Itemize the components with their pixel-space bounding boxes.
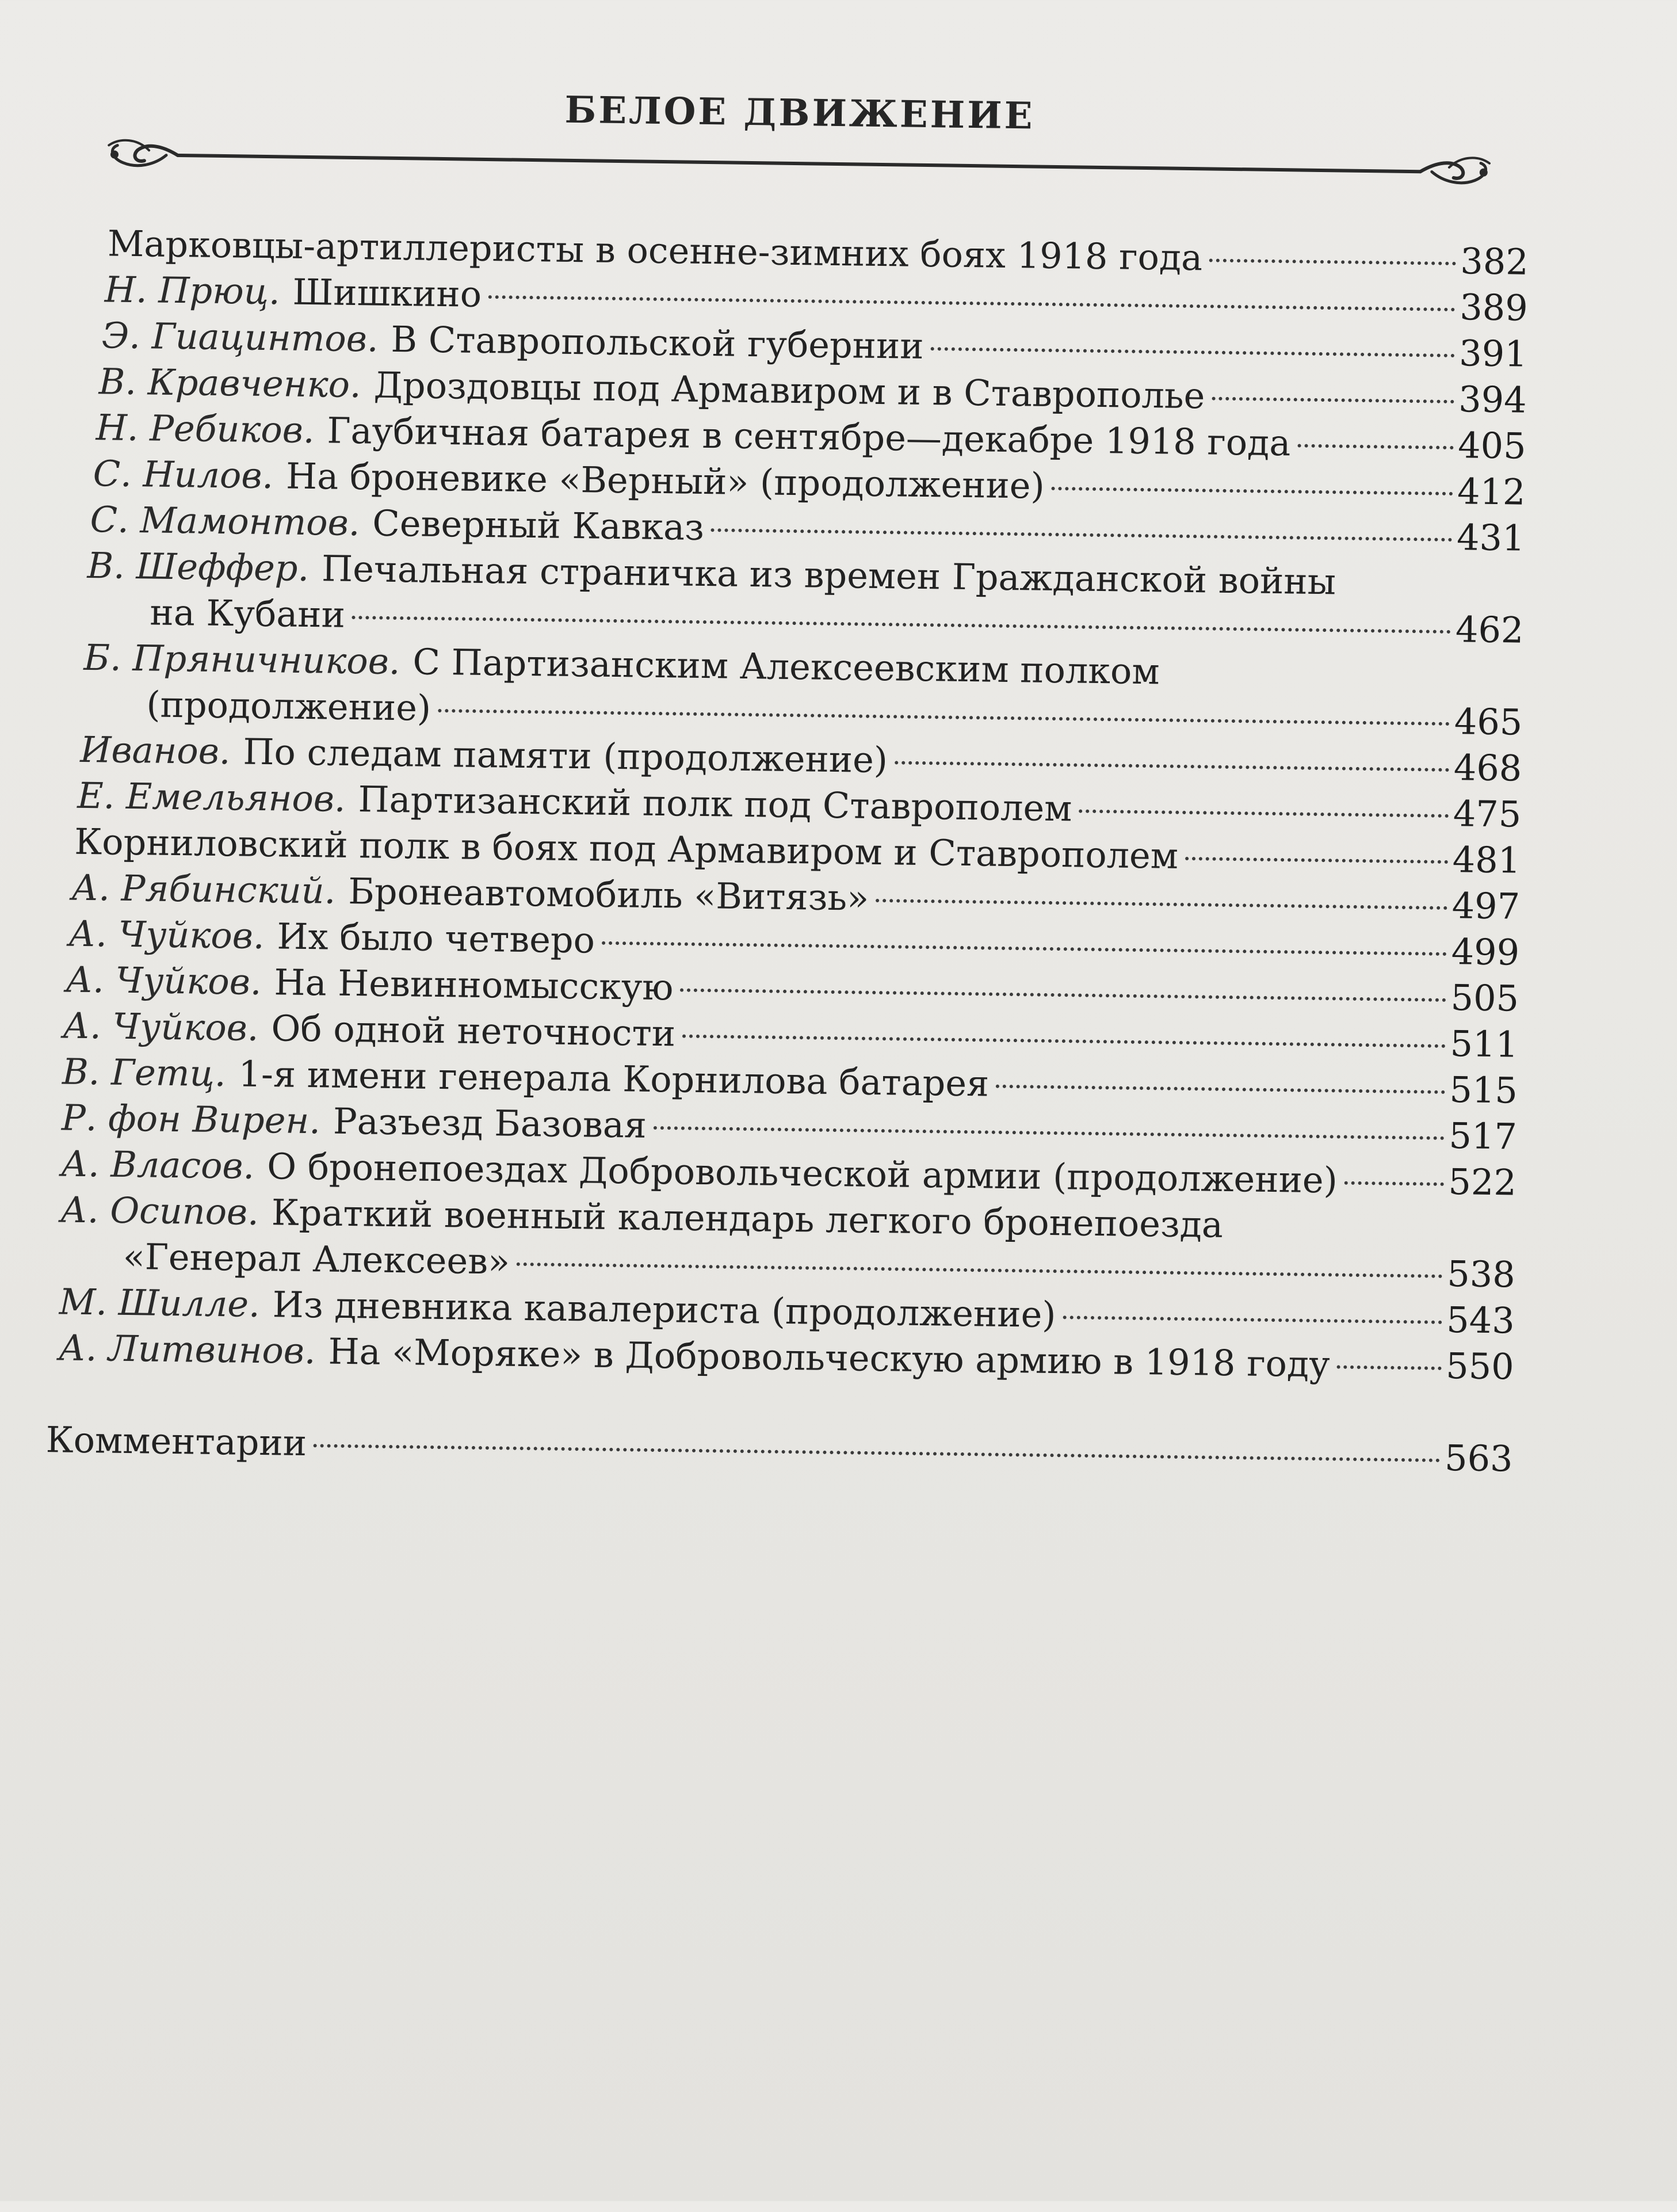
dot-leader [654, 1126, 1445, 1140]
toc-entry-page-number: 550 [1445, 1345, 1515, 1388]
toc-entry-author: С. Нилов. [93, 452, 274, 497]
toc-entry-title: На Невинномысскую [274, 961, 674, 1009]
dot-leader [438, 709, 1450, 726]
toc-entry-author: А. Чуйков. [62, 1004, 259, 1049]
toc-entry-page-number: 505 [1450, 977, 1519, 1020]
dot-leader [931, 347, 1455, 357]
toc-entry-line [45, 1417, 1513, 1482]
toc-entry-page-number: 389 [1459, 286, 1529, 329]
toc-entry-title: На броневике «Верный» (продолжение) [285, 455, 1045, 507]
toc-entry-title: Дроздовцы под Армавиром и в Ставрополье [373, 364, 1205, 417]
toc-entry-author: Б. Пряничников. [83, 636, 401, 683]
toc-entry-page-number: 475 [1453, 792, 1522, 836]
dot-leader [488, 295, 1455, 311]
toc-entry-author: Н. Прюц. [104, 268, 281, 313]
toc-entry-title: Разъезд Базовая [333, 1100, 647, 1146]
toc-entry-title: Шишкино [292, 270, 482, 315]
toc-entry-title: О бронепоездах Добровольческой армии (продолжение) [266, 1145, 1338, 1202]
toc-entry-title: Корниловский полк в боях под Армавиром и Ставрополем [74, 820, 1179, 877]
commentary-title: Комментарии [45, 1418, 307, 1465]
toc-entry-author: Э. Гиацинтов. [101, 314, 379, 360]
toc-entry-title: Их было четверо [277, 915, 595, 962]
toc-entry-author: В. Гетц. [62, 1050, 227, 1095]
dot-leader [711, 528, 1452, 541]
toc-entry-title: Печальная страничка из времен Гражданской войны [321, 547, 1336, 603]
toc-entry [83, 635, 1523, 746]
toc-entry-author: А. Осипов. [60, 1188, 259, 1233]
dot-leader [517, 1263, 1442, 1278]
toc-entry-title: На «Моряке» в Добровольческую армию в 1918 году [328, 1330, 1331, 1386]
toc-entry-page-number: 517 [1449, 1115, 1518, 1158]
dot-leader [352, 616, 1451, 634]
toc-entry-author: Р. фон Вирен. [61, 1096, 321, 1142]
dot-leader [1185, 857, 1448, 864]
toc-entry-author: С. Мамонтов. [90, 498, 360, 544]
toc-entry-author: А. Рябинский. [71, 866, 336, 912]
toc-entry-author: А. Чуйков. [68, 912, 265, 958]
toc-entry-title: Марковцы-артиллеристы в осенне-зимних боях 1918 года [107, 222, 1203, 279]
toc-entry-title: (продолжение) [146, 683, 431, 729]
toc-entry-page-number: 468 [1453, 746, 1522, 790]
toc-entry-title: В Ставропольской губернии [391, 318, 925, 367]
toc-entry-title: Об одной неточности [271, 1007, 676, 1055]
toc-entry-author: Н. Ребиков. [95, 406, 315, 452]
dot-leader [1209, 258, 1456, 265]
toc-entry-title: Гаубичная батарея в сентябре—декабре 1918 года [327, 409, 1291, 464]
toc-entry-title: 1-я имени генерала Корнилова батарея [238, 1052, 990, 1105]
toc-entry-page-number: 497 [1451, 884, 1521, 928]
dot-leader [1079, 810, 1449, 818]
toc-entry-page-number: 481 [1452, 838, 1521, 882]
toc-entry-page-number: 465 [1454, 700, 1523, 743]
toc-entry-author: В. Кравченко. [98, 360, 362, 406]
running-header-title: БЕЛОЕ ДВИЖЕНИЕ [564, 88, 1035, 138]
dot-leader [1212, 397, 1454, 404]
toc-entry-author: В. Шеффер. [87, 544, 310, 590]
toc-entry-page-number: 511 [1450, 1023, 1519, 1066]
toc-entry-page-number: 515 [1449, 1069, 1518, 1112]
dot-leader [1297, 444, 1453, 449]
toc-entry-author: М. Шилле. [59, 1280, 261, 1326]
toc-entry-title: По следам памяти (продолжение) [243, 730, 888, 781]
ornamental-rule [91, 132, 1507, 197]
toc-entry-page-number: 394 [1458, 378, 1527, 421]
toc-entry-author: Иванов. [79, 728, 231, 773]
dot-leader [1063, 1315, 1442, 1324]
toc-entry-page-number: 431 [1456, 516, 1525, 559]
dot-leader [1344, 1181, 1444, 1186]
toc-entry-title: Партизанский полк под Ставрополем [358, 778, 1072, 830]
commentary-page-number: 563 [1444, 1436, 1514, 1480]
dot-leader [1337, 1366, 1442, 1370]
toc-entry-title: на Кубани [150, 591, 346, 636]
toc-entry-commentary [45, 1417, 1513, 1482]
toc-entry-page-number: 522 [1448, 1161, 1517, 1204]
toc-entry-page-number: 462 [1455, 608, 1524, 651]
running-header [91, 68, 1508, 190]
toc-entry-page-number: 538 [1446, 1253, 1516, 1296]
toc-entry-author: А. Власов. [60, 1142, 255, 1187]
toc-entry-author: А. Чуйков. [65, 958, 262, 1003]
toc-entry-page-number: 405 [1457, 424, 1527, 467]
toc-entry-title: Из дневника кавалериста (продолжение) [272, 1283, 1056, 1336]
toc-entry-page-number: 382 [1460, 240, 1529, 283]
dot-leader [602, 941, 1447, 956]
toc-entry-title: С Партизанским Алексеевским полком [412, 640, 1160, 693]
dot-leader [876, 899, 1447, 910]
toc-entry-page-number: 412 [1457, 470, 1526, 513]
toc-entry-author: А. Литвинов. [58, 1326, 316, 1372]
toc-entry-author: Е. Емельянов. [77, 774, 346, 820]
toc-entry-title: Бронеавтомобиль «Витязь» [347, 869, 869, 919]
dot-leader [314, 1444, 1440, 1462]
dot-leader [895, 761, 1449, 772]
dot-leader [682, 1035, 1446, 1048]
toc-entry-page-number: 499 [1451, 930, 1520, 974]
toc-entry-page-number: 543 [1446, 1299, 1515, 1342]
dot-leader [680, 989, 1446, 1002]
toc-entry-title: Северный Кавказ [372, 502, 705, 548]
toc-entry-title: Краткий военный календарь легкого бронепоезда [271, 1191, 1224, 1246]
dot-leader [1052, 487, 1453, 495]
table-of-contents [45, 220, 1529, 1482]
toc-entry-title: «Генерал Алексеев» [123, 1235, 510, 1283]
toc-entry-page-number: 391 [1458, 332, 1528, 375]
toc-entry [86, 543, 1525, 654]
dot-leader [996, 1085, 1445, 1094]
